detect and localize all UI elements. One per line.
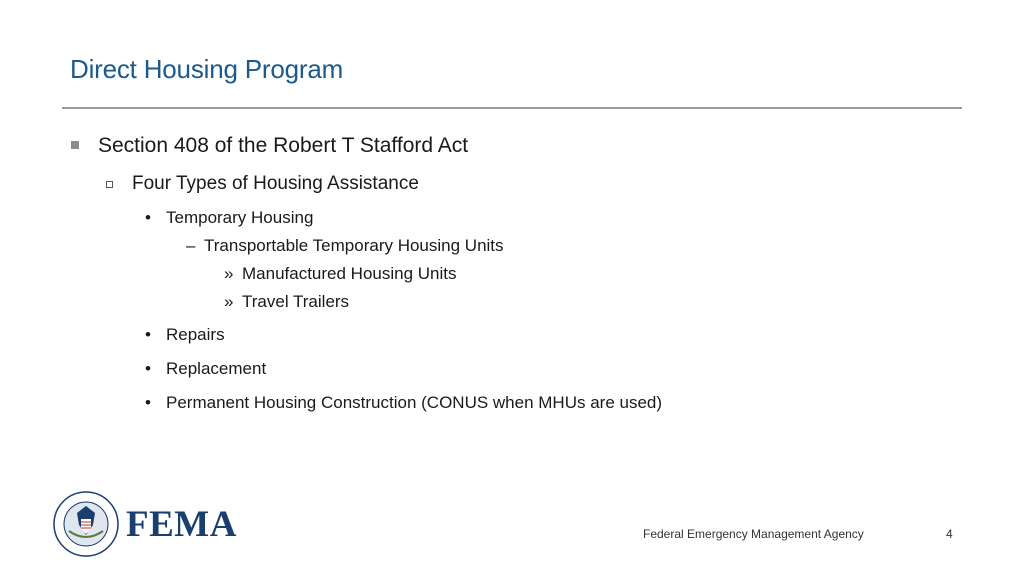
- bullet-repairs: Repairs: [166, 325, 225, 344]
- dot-bullet-icon: •: [145, 393, 151, 412]
- bullet-transportable-units: Transportable Temporary Housing Units: [204, 236, 504, 255]
- bullet-temporary-housing: Temporary Housing: [166, 208, 314, 227]
- title-divider: [62, 107, 962, 109]
- bullet-travel-trailers: Travel Trailers: [242, 292, 350, 311]
- dot-bullet-icon: •: [145, 208, 151, 227]
- page-number: 4: [946, 527, 953, 541]
- bullet-level1: Section 408 of the Robert T Stafford Act: [98, 134, 469, 157]
- raquo-bullet-icon: »: [224, 264, 234, 283]
- raquo-bullet-icon: »: [224, 292, 234, 311]
- bullet-permanent-construction: Permanent Housing Construction (CONUS when MHUs are used): [166, 393, 663, 412]
- footer-agency: Federal Emergency Management Agency: [643, 527, 864, 541]
- dhs-seal-icon: [53, 491, 119, 557]
- hollow-square-bullet-icon: [106, 181, 113, 188]
- fema-logo-text: FEMA: [126, 504, 237, 545]
- dot-bullet-icon: •: [145, 359, 151, 378]
- square-bullet-icon: [71, 141, 79, 149]
- slide-title: Direct Housing Program: [70, 54, 344, 84]
- dot-bullet-icon: •: [145, 325, 151, 344]
- dash-bullet-icon: –: [186, 236, 196, 255]
- bullet-replacement: Replacement: [166, 359, 267, 378]
- bullet-level2: Four Types of Housing Assistance: [132, 173, 419, 194]
- bullet-manufactured-housing: Manufactured Housing Units: [242, 264, 457, 283]
